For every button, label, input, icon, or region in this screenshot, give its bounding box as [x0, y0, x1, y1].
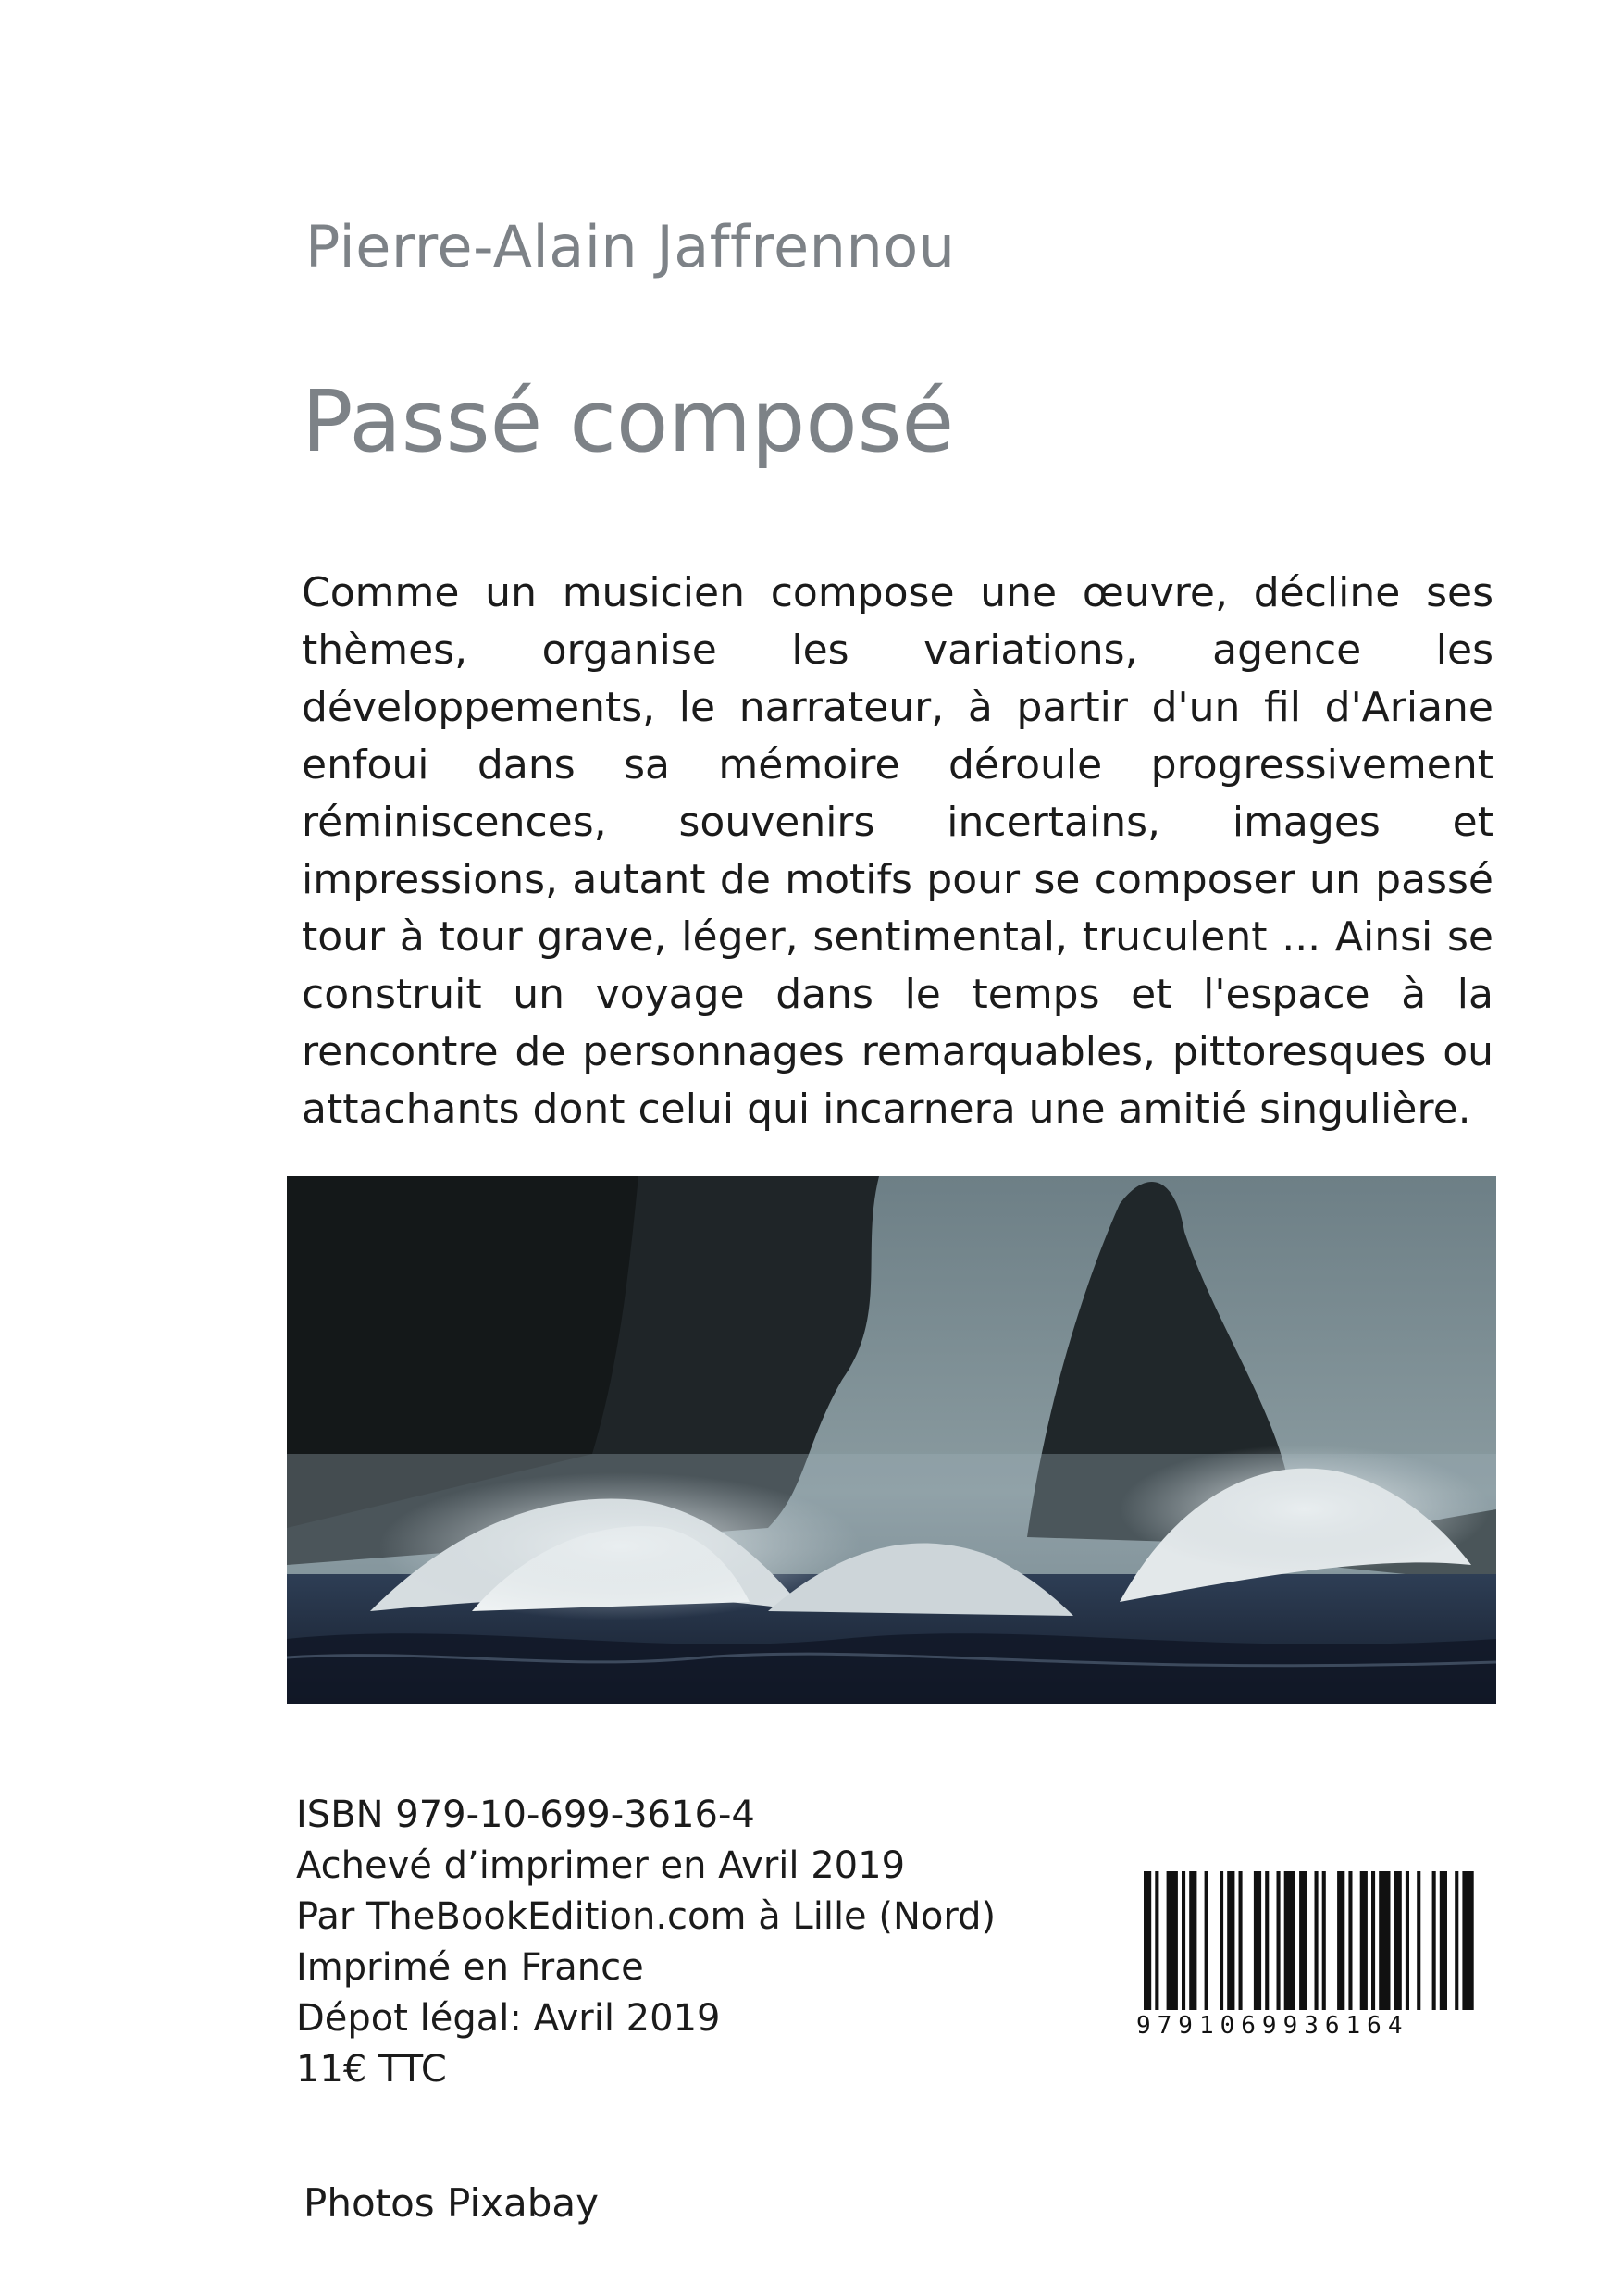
barcode-bar: [1284, 1871, 1295, 2010]
colophon: [296, 1790, 996, 2095]
barcode-bar: [1337, 1871, 1344, 2010]
barcode-bar: [1167, 1871, 1178, 2010]
legal-deposit-line: Dépot légal: Avril 2019: [296, 1997, 721, 2040]
barcode-bar: [1440, 1871, 1447, 2010]
back-cover-blurb: [302, 565, 1493, 1138]
barcode-bar: [1322, 1871, 1326, 2010]
barcode-bars: [1136, 1871, 1484, 2010]
barcode-bar: [1371, 1871, 1375, 2010]
barcode-bar: [1455, 1871, 1458, 2010]
photo-credits: Photos Pixabay: [304, 2180, 599, 2226]
barcode-bar: [1227, 1871, 1234, 2010]
blurb-text: Comme un musicien compose une œuvre, décline ses thèmes, organise les variations, agence les développements, le narrateur, à partir d'un fil d'Ariane enfoui dans sa mémoire déroule progressivement réminiscences, souvenirs incertains, images et impressions, autant de motifs pour se composer un passé tour à tour grave, léger, sentimental, truculent ... Ainsi se construit un voyage dans le temps et l'espace à la rencontre de personnages remarquables, pittoresques ou attachants dont celui qui incarnera une amitié singulière.: [302, 569, 1493, 1133]
seascape-illustration: [287, 1176, 1496, 1704]
barcode-bar: [1182, 1871, 1185, 2010]
barcode-bar: [1254, 1871, 1261, 2010]
book-title: Passé composé: [302, 372, 955, 471]
barcode-bar: [1417, 1871, 1420, 2010]
barcode-bar: [1379, 1871, 1390, 2010]
publisher-line: Par TheBookEdition.com à Lille (Nord): [296, 1895, 997, 1938]
barcode-bar: [1220, 1871, 1223, 2010]
barcode-bar: [1406, 1871, 1409, 2010]
barcode-bar: [1155, 1871, 1158, 2010]
barcode-bar: [1189, 1871, 1196, 2010]
barcode-bar: [1394, 1871, 1402, 2010]
barcode-bar: [1144, 1871, 1151, 2010]
barcode-bar: [1432, 1871, 1436, 2010]
barcode-bar: [1277, 1871, 1281, 2010]
isbn-line: ISBN 979-10-699-3616-4: [296, 1793, 755, 1836]
printed-country-line: Imprimé en France: [296, 1946, 644, 1989]
barcode-bar: [1360, 1871, 1368, 2010]
barcode-bar: [1205, 1871, 1208, 2010]
printed-date-line: Achevé d’imprimer en Avril 2019: [296, 1844, 906, 1887]
barcode-bar: [1462, 1871, 1473, 2010]
barcode-bar: [1315, 1871, 1319, 2010]
price-line: 11€ TTC: [296, 2048, 447, 2091]
barcode-bar: [1299, 1871, 1307, 2010]
barcode-bar: [1239, 1871, 1243, 2010]
barcode-bar: [1265, 1871, 1269, 2010]
seascape-photo: [287, 1176, 1496, 1704]
barcode-bar: [1348, 1871, 1352, 2010]
barcode-digits: 9791069936164: [1136, 2012, 1409, 2040]
isbn-barcode: [1136, 1871, 1484, 2056]
author-name: Pierre-Alain Jaffrennou: [305, 213, 956, 280]
